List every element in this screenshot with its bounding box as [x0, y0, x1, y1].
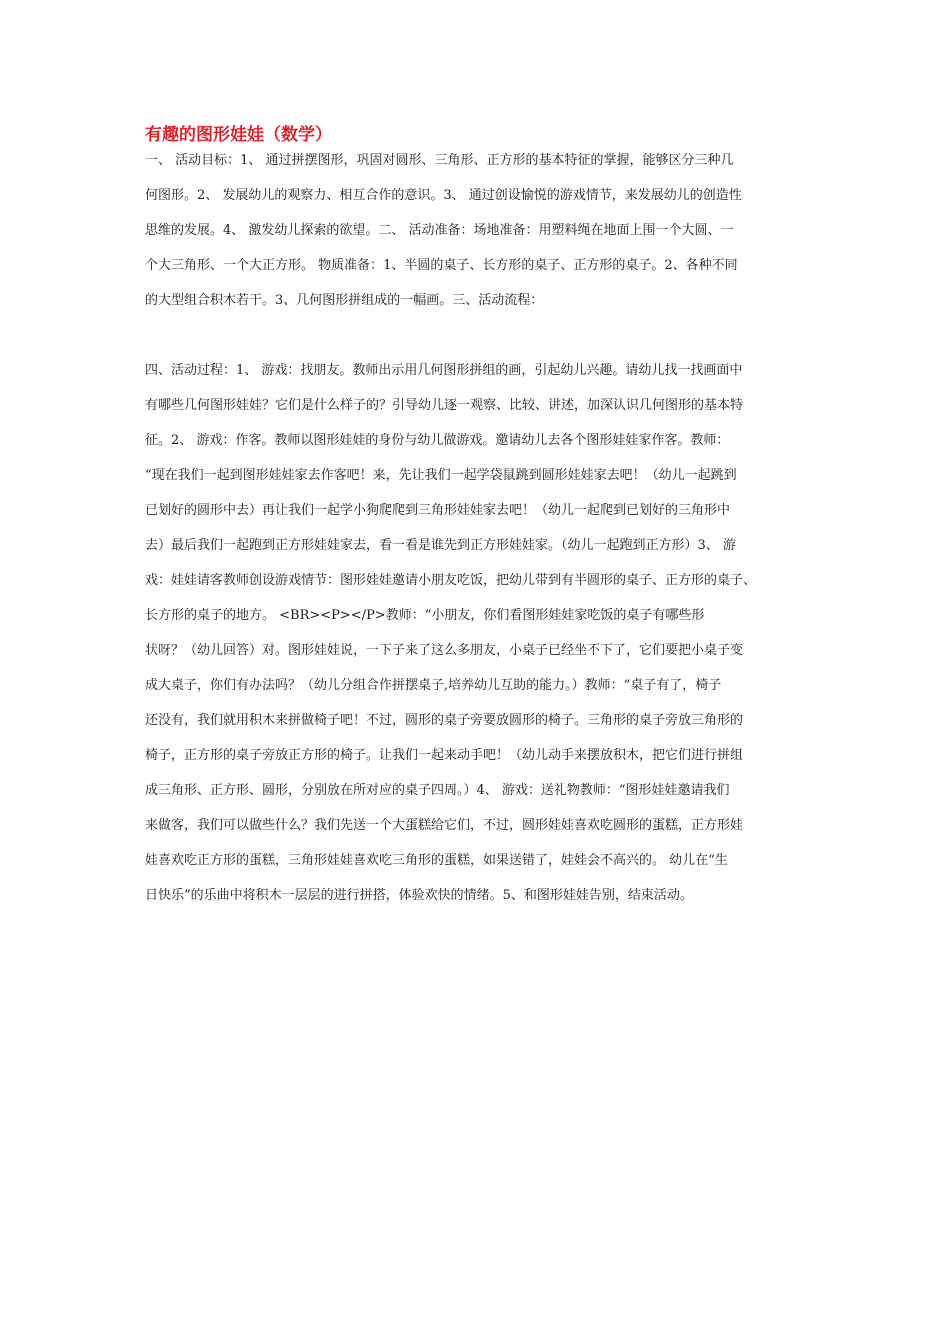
text-line: 有哪些几何图形娃娃？它们是什么样子的？引导幼儿逐一观察、比较、讲述，加深认识几何图形的基本特: [145, 398, 744, 413]
text-line: 去）最后我们一起跑到正方形娃娃家去，看一看是谁先到正方形娃娃家。（幼儿一起跑到正方形）3、 游: [145, 538, 736, 553]
text-line: 征。2、 游戏：作客。教师以图形娃娃的身份与幼儿做游戏。邀请幼儿去各个图形娃娃家作客。教师：: [145, 433, 730, 448]
text-line: 来做客，我们可以做些什么？我们先送一个大蛋糕给它们，不过，圆形娃娃喜欢吃圆形的蛋糕，正方形娃: [145, 818, 744, 833]
text-line: 椅子，正方形的桌子旁放正方形的椅子。让我们一起来动手吧！（幼儿动手来摆放积木，把它们进行拼组: [145, 748, 744, 763]
text-line: 何图形。2、 发展幼儿的观察力、相互合作的意识。3、 通过创设愉悦的游戏情节，来发展幼儿的创造性: [145, 188, 742, 203]
text-line: 思维的发展。4、 激发幼儿探索的欲望。二、 活动准备：场地准备：用塑料绳在地面上围一个大圆、一: [145, 223, 734, 238]
text-line: 四、活动过程：1、 游戏：找朋友。教师出示用几何图形拼组的画，引起幼儿兴趣。请幼儿找一找画面中: [145, 363, 743, 378]
text-line: 成大桌子，你们有办法吗？（幼儿分组合作拼摆桌子,培养幼儿互助的能力。）教师：“桌子有了，椅子: [145, 678, 722, 693]
text-line: 一、 活动目标：1、 通过拼摆图形，巩固对圆形、三角形、正方形的基本特征的掌握，能够区分三种几: [145, 153, 734, 168]
text-line: 日快乐”的乐曲中将积木一层层的进行拼搭，体验欢快的情绪。5、和图形娃娃告别，结束活动。: [145, 888, 693, 903]
text-line: 成三角形、正方形、圆形，分别放在所对应的桌子四周。）4、 游戏：送礼物教师：“图形娃娃邀请我们: [145, 783, 730, 798]
text-line: 长方形的桌子的地方。 <BR><P></P>教师：“小朋友，你们看图形娃娃家吃饭的桌子有哪些形: [145, 608, 705, 623]
paragraph-activity-process: [145, 353, 756, 913]
text-line: 已划好的圆形中去）再让我们一起学小狗爬爬到三角形娃娃家去吧！（幼儿一起爬到已划好的三角形中: [145, 503, 731, 518]
paragraph-activity-goals: [145, 143, 742, 318]
text-line: “现在我们一起到图形娃娃家去作客吧！来，先让我们一起学袋鼠跳到圆形娃娃家去吧！（幼儿一起跳到: [145, 468, 737, 483]
text-line: 状呀？（幼儿回答）对。图形娃娃说，一下子来了这么多朋友，小桌子已经坐不下了，它们要把小桌子变: [145, 643, 744, 658]
text-line: 戏：娃娃请客教师创设游戏情节：图形娃娃邀请小朋友吃饭，把幼儿带到有半圆形的桌子、正方形的桌子、: [145, 573, 757, 588]
text-line: 个大三角形、一个大正方形。 物质准备：1、半圆的桌子、长方形的桌子、正方形的桌子。2、各种不同: [145, 258, 738, 273]
text-line: 的大型组合积木若干。3、几何图形拼组成的一幅画。三、活动流程：: [145, 293, 544, 308]
document-title: 有趣的图形娃娃（数学）: [145, 125, 332, 145]
text-line: 还没有，我们就用积木来拼做椅子吧！不过，圆形的桌子旁要放圆形的椅子。三角形的桌子旁放三角形的: [145, 713, 744, 728]
text-line: 娃喜欢吃正方形的蛋糕，三角形娃娃喜欢吃三角形的蛋糕，如果送错了，娃娃会不高兴的。 幼儿在“生: [145, 853, 728, 868]
